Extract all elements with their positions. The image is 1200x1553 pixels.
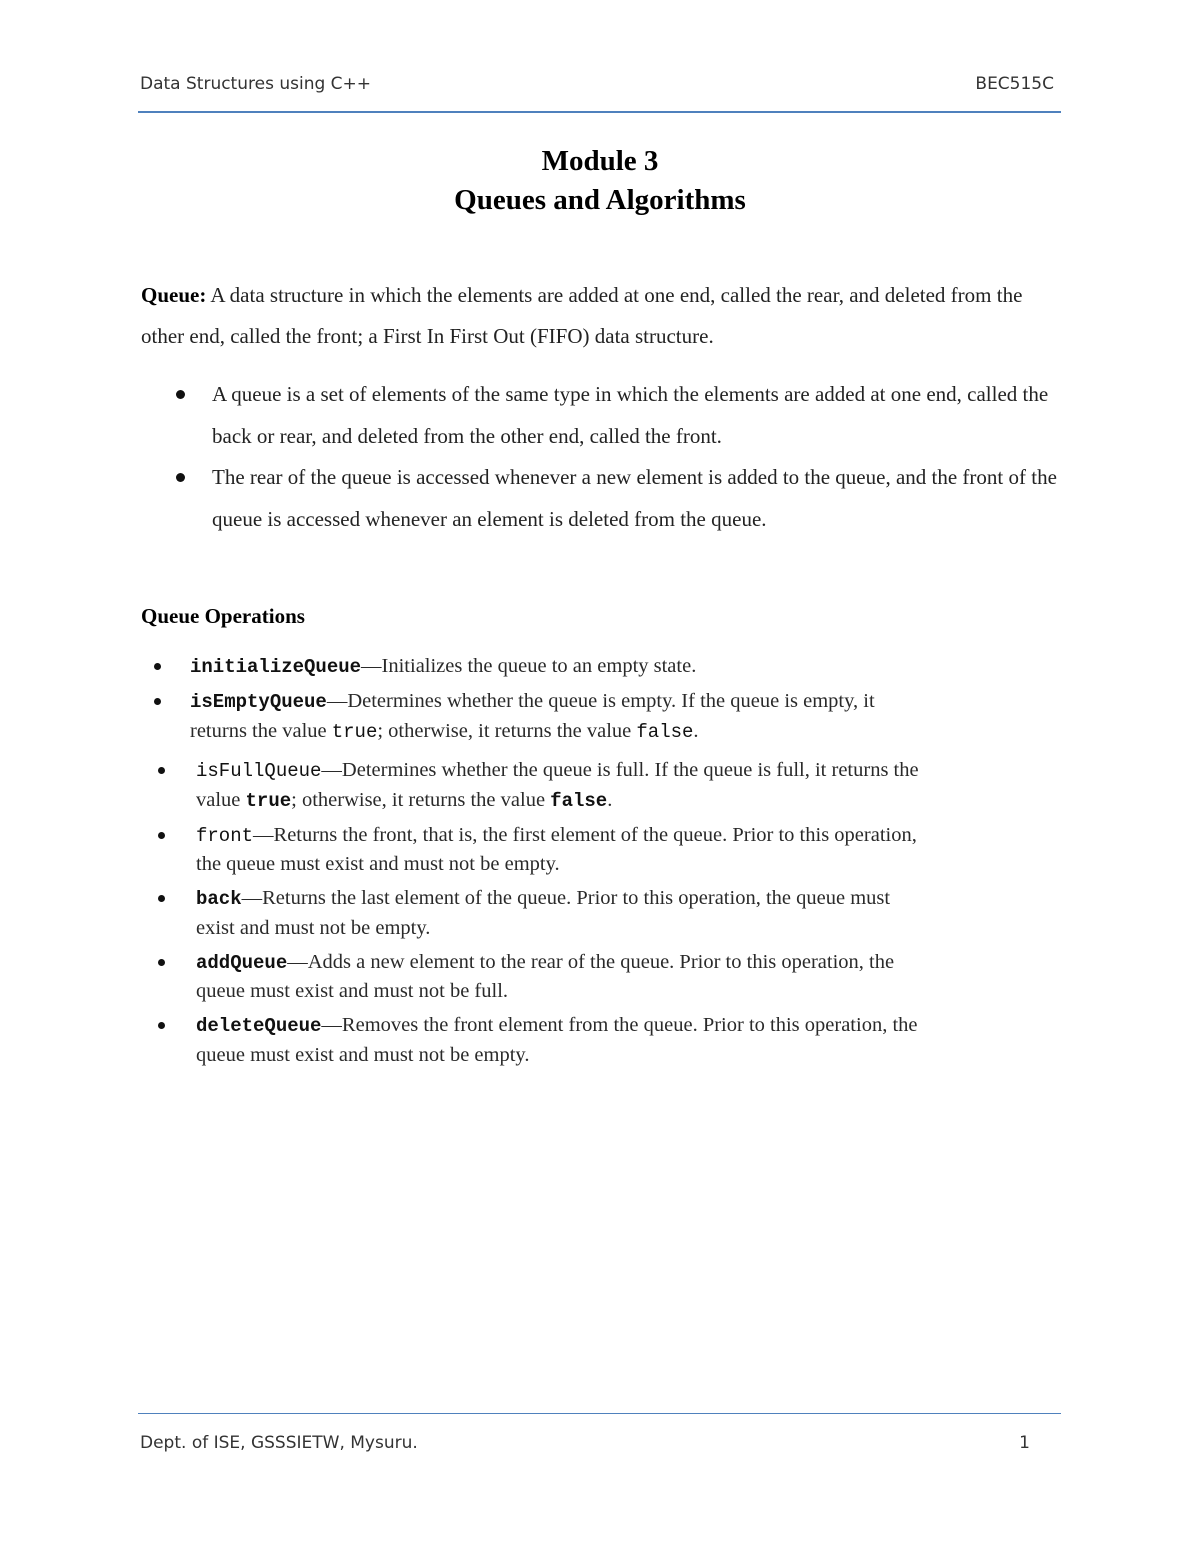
bullet-text: The rear of the queue is accessed whenever a new element is added to the queue, and the front of the queue is accessed whenever an element is deleted from the queue. bbox=[212, 465, 1057, 531]
list-item bbox=[141, 457, 1066, 540]
operation-desc-mid: ; otherwise, it returns the value bbox=[291, 788, 551, 811]
operation-desc-end: . bbox=[693, 719, 699, 742]
operation-name: isFullQueue bbox=[196, 760, 322, 782]
header-course-code: BEC515C bbox=[975, 74, 1054, 94]
definition-term: Queue: bbox=[141, 283, 207, 307]
operation-desc: —Removes the front element from the queue. Prior to this operation, the queue must exist and must not be empty. bbox=[196, 1014, 918, 1066]
operation-desc: —Adds a new element to the rear of the queue. Prior to this operation, the queue must exist and must not be full. bbox=[196, 950, 895, 1002]
bullet-icon bbox=[158, 832, 165, 839]
module-title: Module 3 bbox=[541, 145, 659, 177]
operation-name: isEmptyQueue bbox=[190, 691, 327, 713]
section-heading: Queue Operations bbox=[141, 604, 305, 628]
page-header bbox=[140, 74, 1060, 98]
bullet-icon bbox=[158, 959, 165, 966]
operation-name: initializeQueue bbox=[190, 656, 362, 678]
operation-desc-end: . bbox=[607, 788, 613, 811]
operations-list bbox=[150, 652, 920, 1075]
bullet-icon bbox=[158, 895, 165, 902]
operation-true-value: true bbox=[245, 789, 292, 812]
bullet-icon bbox=[154, 663, 161, 670]
bullet-icon bbox=[154, 698, 161, 705]
page-number: 1 bbox=[1019, 1433, 1030, 1453]
operation-desc-mid: ; otherwise, it returns the value bbox=[377, 719, 637, 742]
operation-item-initialize-queue bbox=[150, 652, 920, 682]
header-divider bbox=[138, 111, 1061, 113]
footer-divider bbox=[138, 1413, 1061, 1414]
operation-name: back bbox=[196, 888, 242, 910]
bullet-icon bbox=[176, 473, 185, 482]
operation-desc: —Determines whether the queue is full. If the queue is full, it returns the value bbox=[196, 759, 919, 811]
operation-name: addQueue bbox=[196, 951, 288, 974]
footer-department: Dept. of ISE, GSSSIETW, Mysuru. bbox=[140, 1433, 418, 1453]
operation-false-value: false bbox=[636, 720, 694, 743]
operation-true-value: true bbox=[331, 720, 378, 743]
bullet-icon bbox=[176, 390, 185, 399]
header-course-title: Data Structures using C++ bbox=[140, 74, 372, 94]
definition-text: A data structure in which the elements are added at one end, called the rear, and deleted from the other end, called the front; a First In First Out (FIFO) data structure. bbox=[141, 283, 1023, 348]
queue-bullet-list bbox=[141, 374, 1066, 540]
operation-item-front bbox=[150, 821, 920, 879]
module-subtitle: Queues and Algorithms bbox=[454, 184, 746, 216]
bullet-text: A queue is a set of elements of the same type in which the elements are added at one end, called the back or rear, and deleted from the other end, called the front. bbox=[212, 382, 1049, 448]
operation-item-is-full-queue bbox=[150, 756, 920, 815]
queue-definition bbox=[141, 275, 1066, 356]
operation-desc: —Returns the front, that is, the first element of the queue. Prior to this operation, the queue must exist and must not be empty. bbox=[196, 823, 917, 875]
operation-desc: —Initializes the queue to an empty state. bbox=[361, 655, 697, 677]
bullet-icon bbox=[158, 767, 165, 774]
operation-name: front bbox=[196, 824, 254, 847]
page-footer bbox=[140, 1433, 1060, 1457]
operation-item-delete-queue bbox=[150, 1011, 920, 1069]
operation-item-add-queue bbox=[150, 948, 920, 1006]
operation-item-back bbox=[150, 884, 920, 942]
operation-desc: —Determines whether the queue is empty. If the queue is empty, it returns the value bbox=[190, 690, 875, 742]
operation-item-is-empty-queue bbox=[150, 687, 920, 746]
bullet-icon bbox=[158, 1022, 165, 1029]
operation-name: deleteQueue bbox=[196, 1015, 322, 1037]
operation-false-value: false bbox=[550, 789, 608, 812]
operation-desc: —Returns the last element of the queue. Prior to this operation, the queue must exist and must not be empty. bbox=[196, 887, 891, 939]
list-item bbox=[141, 374, 1066, 457]
